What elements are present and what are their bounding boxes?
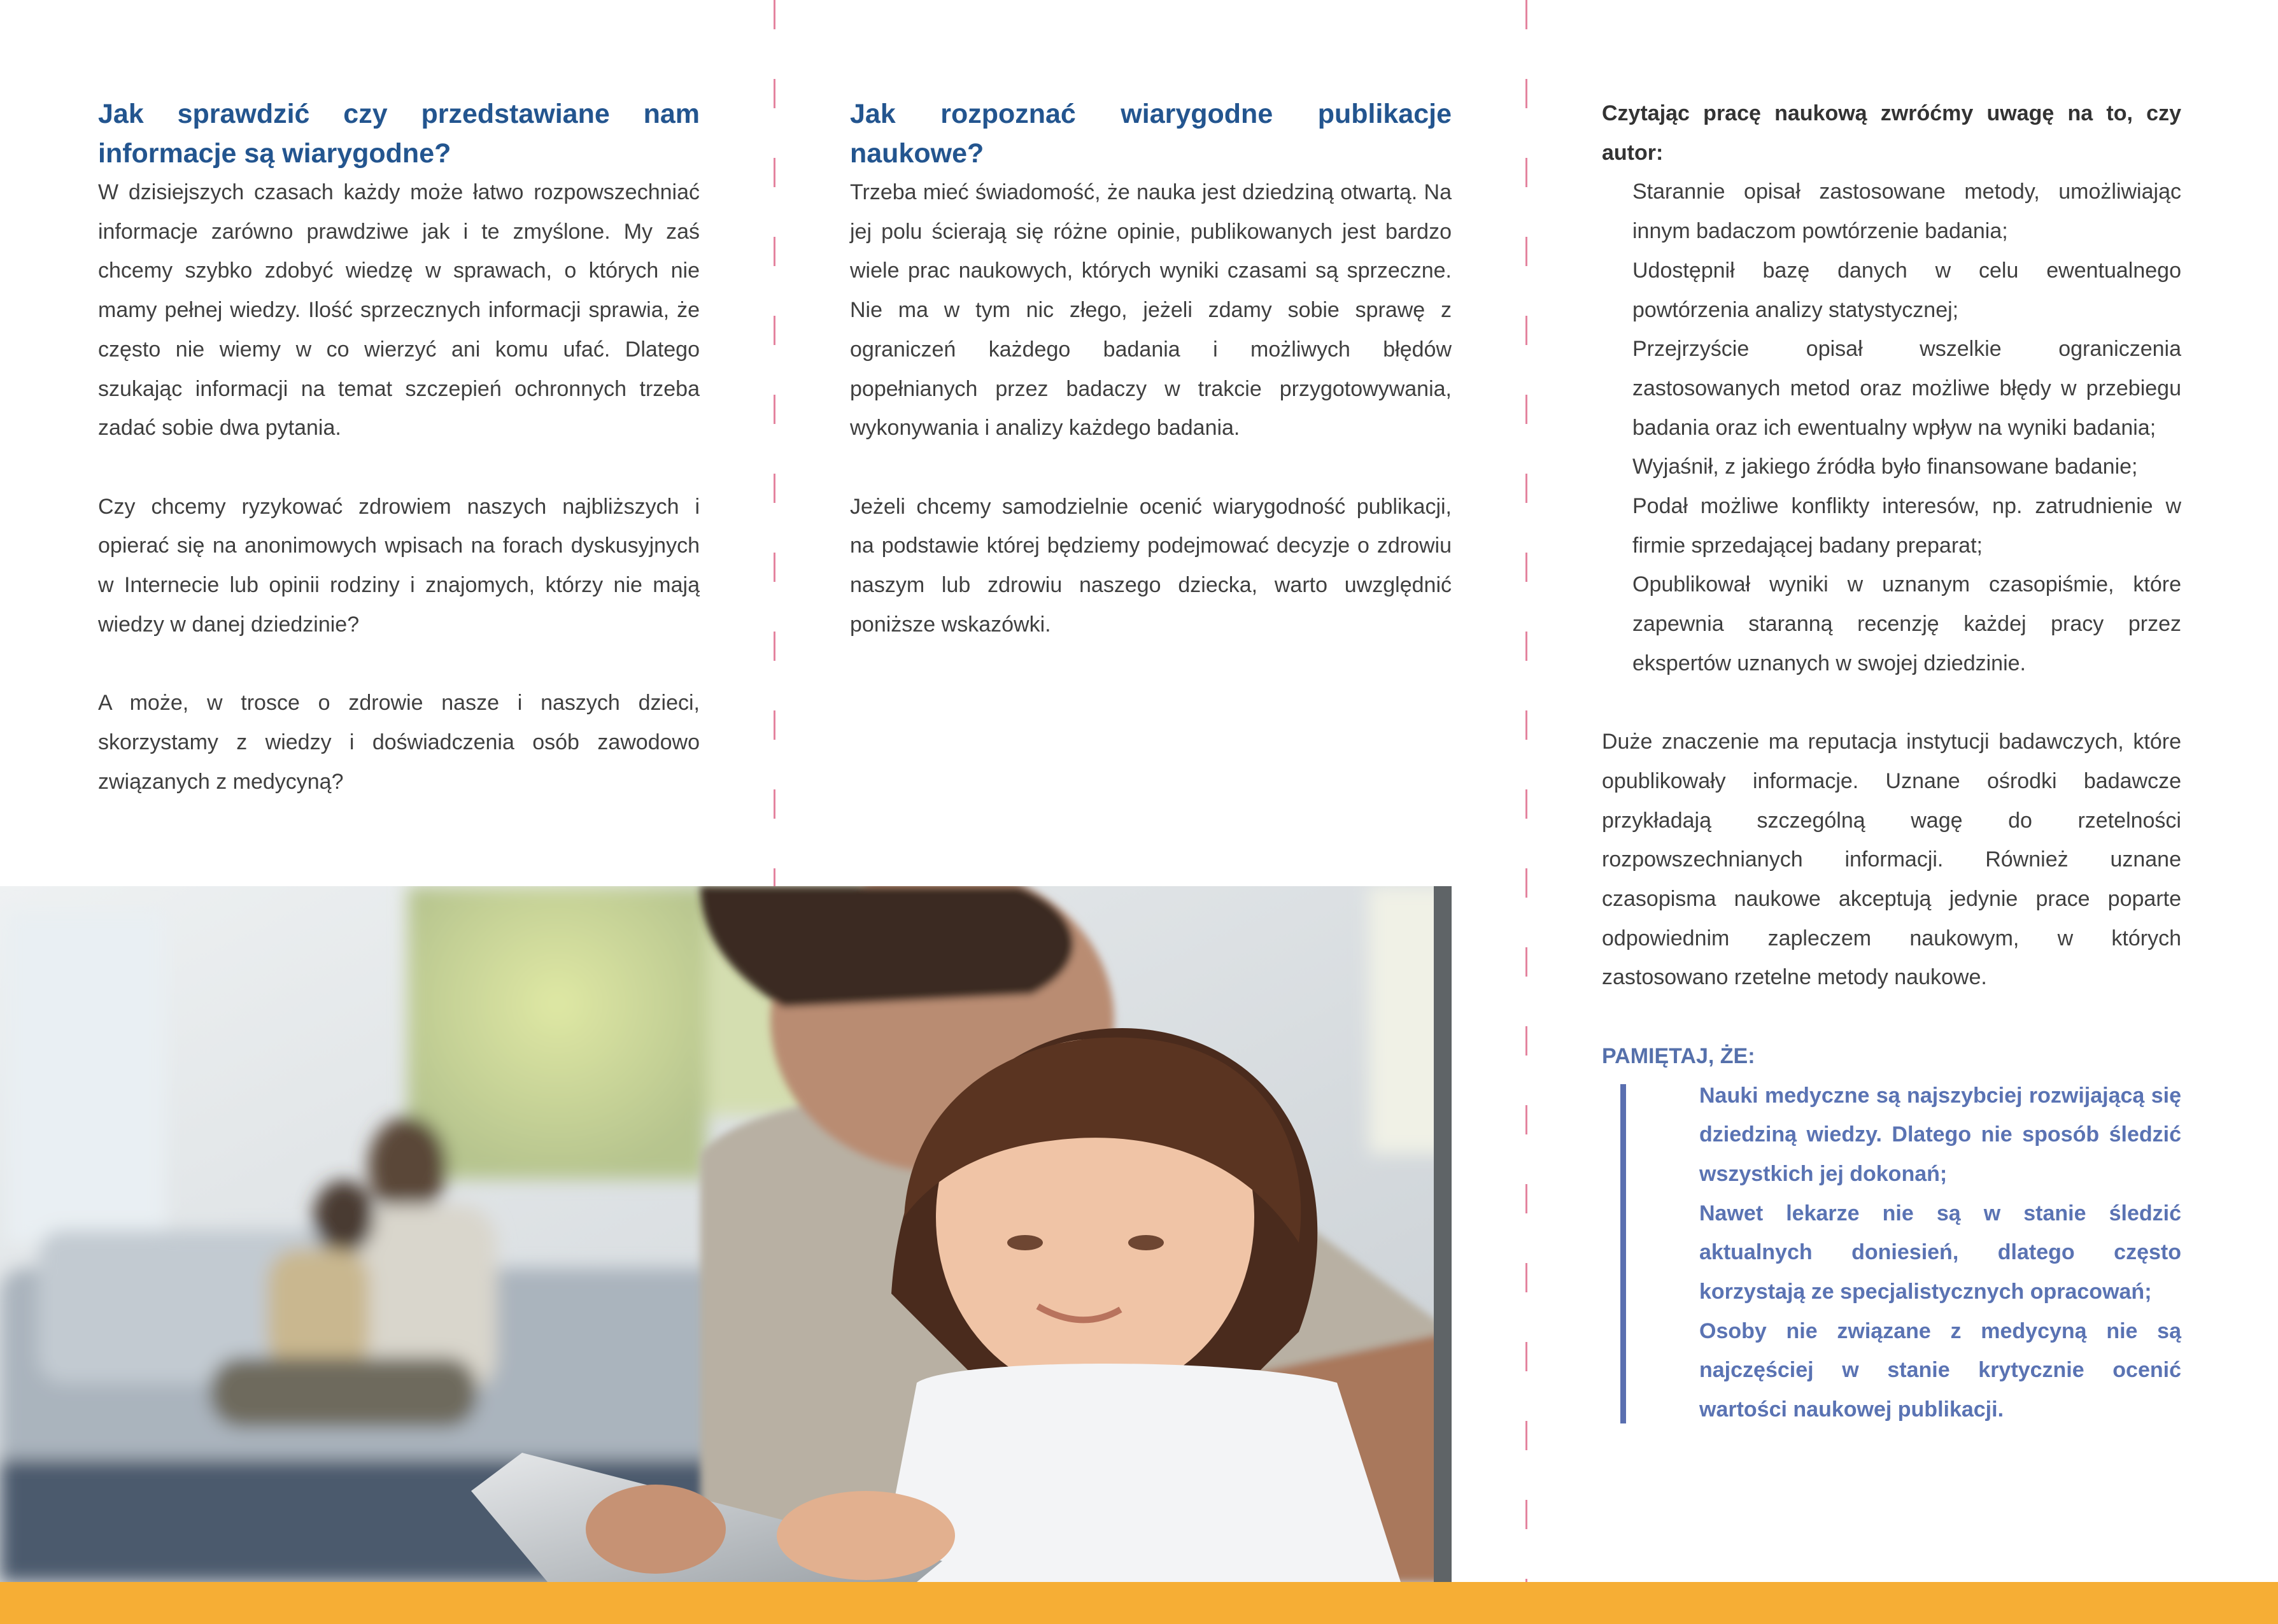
paragraph-intro: W dzisiejszych czasach każdy może łatwo rozpowszechniać informacje zarówno prawdziwe jak i te zmyślone. My zaś chcemy szybko zdobyć wiedzę w sprawach, o których nie mamy pełnej wiedzy. Ilość sprzecznych informacji sprawia, że często nie wiemy w co wierzyć ani komu ufać. Dlatego szukając informacji na temat szczepień ochronnych trzeba zadać sobie dwa pytania. xyxy=(98,180,700,441)
paragraph-question-2: A może, w trosce o zdrowie nasze i naszych dzieci, skorzystamy z wiedzy i doświadczenia osób zawodowo związanych z medycyną? xyxy=(98,691,700,794)
paragraph-reputation: Duże znaczenie ma reputacja instytucji badawczych, które opublikowały informacje. Uznane ośrodki badawcze przykładają szczególną wagę do rzetelności rozpowszechnianych informacji. Również uznane czasopisma naukowe akceptują jedynie prace poparte odpowiednim zapleczem naukowym, w których zastosowano rzetelne metody naukowe. xyxy=(1602,730,2181,990)
checklist-lead: Czytając pracę naukową zwróćmy uwagę na to, czy autor: xyxy=(1602,101,2181,165)
fold-line-right xyxy=(1525,0,1527,1624)
heading-line-1: Jak sprawdzić czy przedstawiane nam xyxy=(98,99,700,129)
paragraph-question-1: Czy chcemy ryzykować zdrowiem naszych najbliższych i opierać się na anonimowych wpisach na forach dyskusyjnych w Internecie lub opinii rodziny i znajomych, którzy nie mają wiedzy w danej dziedzinie? xyxy=(98,494,700,637)
column-checklist xyxy=(1602,94,2181,1430)
remember-title: PAMIĘTAJ, ŻE: xyxy=(1602,1043,1755,1068)
paragraph-evaluate: Jeżeli chcemy samodzielnie ocenić wiarygodność publikacji, na podstawie której będziemy podejmować decyzje o zdrowiu naszym lub zdrowiu naszego dziecka, warto uwzględnić poniższe wskazówki. xyxy=(850,494,1452,637)
column-publications xyxy=(850,94,1452,644)
criteria-item: Podał możliwe konflikty interesów, np. zatrudnienie w firmie sprzedającej badany preparat; xyxy=(1632,494,2181,558)
callout-bar xyxy=(1620,1084,1626,1423)
remember-item: Nauki medyczne są najszybciej rozwijającą się dziedziną wiedzy. Dlatego nie sposób śledzić wszystkich jej dokonań; xyxy=(1699,1083,2181,1186)
criteria-list xyxy=(1602,173,2181,683)
remember-callout xyxy=(1602,1077,2181,1430)
heading-line-2: informacje są wiarygodne? xyxy=(98,138,451,169)
photo-illustration xyxy=(0,886,1452,1582)
heading-check-information xyxy=(98,94,700,173)
remember-item: Osoby nie związane z medycyną nie są najczęściej w stanie krytycznie ocenić wartości naukowej publikacji. xyxy=(1699,1318,2181,1422)
heading-recognize-publications xyxy=(850,94,1452,173)
photo-father-son-tablet xyxy=(0,886,1452,1582)
criteria-item: Przejrzyście opisał wszelkie ograniczenia zastosowanych metod oraz możliwe błędy w przebiegu badania oraz ich ewentualny wpływ na wyniki badania; xyxy=(1632,337,2181,440)
paragraph-science-open: Trzeba mieć świadomość, że nauka jest dziedziną otwartą. Na jej polu ścierają się różne opinie, publikowanych jest bardzo wiele prac naukowych, których wyniki czasami są sprzeczne. Nie ma w tym nic złego, jeżeli zdamy sobie sprawę z ograniczeń każdego badania i możliwych błędów popełnianych przez badaczy w trakcie przygotowywania, wykonywania i analizy każdego badania. xyxy=(850,180,1452,441)
criteria-item: Starannie opisał zastosowane metody, umożliwiając innym badaczom powtórzenie badania; xyxy=(1632,180,2181,244)
criteria-item: Opublikował wyniki w uznanym czasopiśmie, które zapewnia staranną recenzję każdej pracy przez ekspertów uznanych w swojej dziedzinie. xyxy=(1632,572,2181,675)
remember-list xyxy=(1699,1077,2181,1430)
heading-line-2: naukowe? xyxy=(850,138,984,169)
remember-item: Nawet lekarze nie są w stanie śledzić aktualnych doniesień, dlatego często korzystają ze specjalistycznych opracowań; xyxy=(1699,1201,2181,1304)
criteria-item: Wyjaśnił, z jakiego źródła było finansowane badanie; xyxy=(1632,455,2138,479)
criteria-item: Udostępnił bazę danych w celu ewentualnego powtórzenia analizy statystycznej; xyxy=(1632,258,2181,322)
column-credibility xyxy=(98,94,700,801)
bottom-color-band xyxy=(0,1582,2278,1624)
heading-line-1: Jak rozpoznać wiarygodne publikacje xyxy=(850,99,1452,129)
